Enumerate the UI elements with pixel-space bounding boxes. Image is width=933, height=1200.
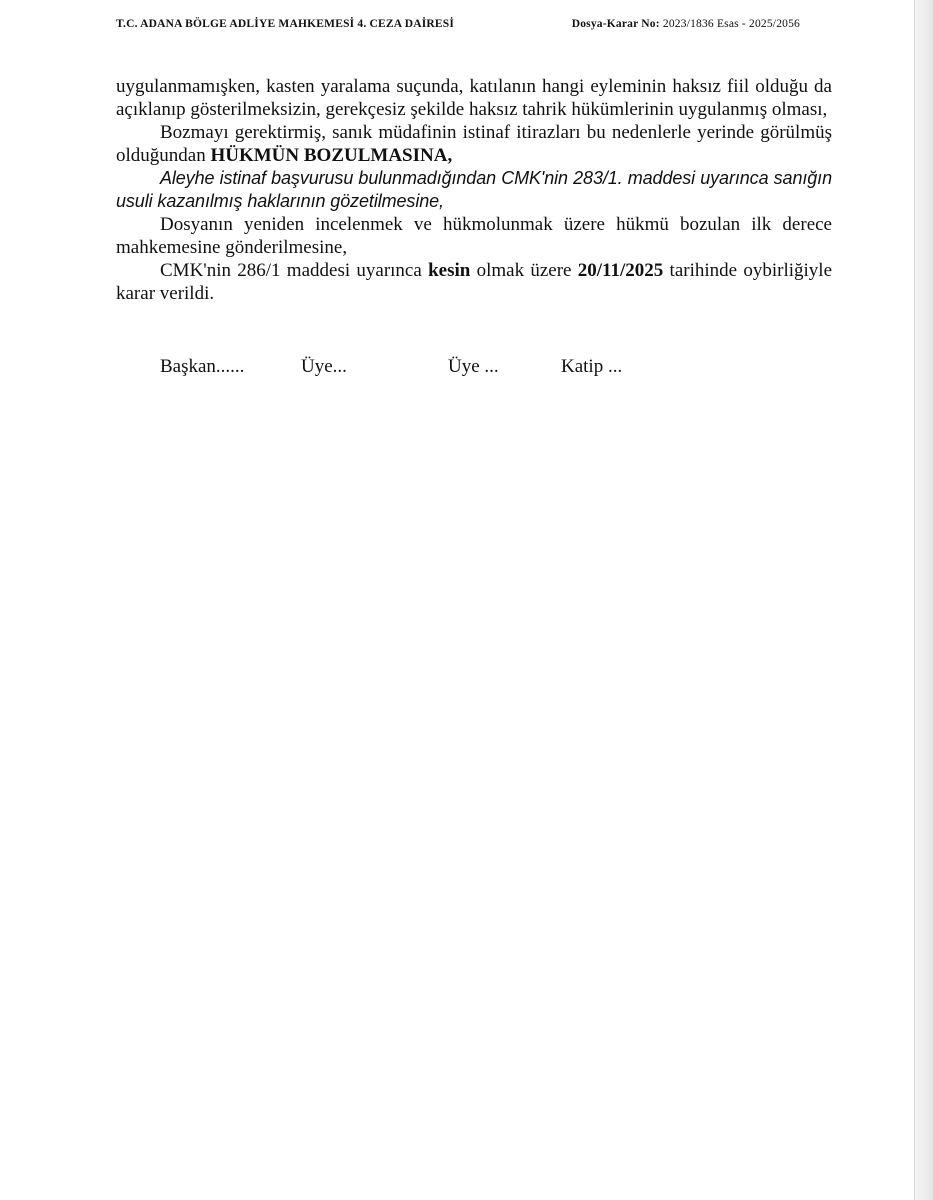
paragraph-5-text-a: CMK'nin 286/1 maddesi uyarınca bbox=[160, 260, 429, 281]
signature-katip: Katip ... bbox=[561, 356, 623, 377]
document-header bbox=[116, 18, 800, 36]
paragraph-4: Dosyanın yeniden incelenmek ve hükmolunmak üzere hükmü bozulan ilk derece mahkemesine gönderilmesine, bbox=[116, 214, 832, 258]
paragraph-5 bbox=[116, 259, 832, 305]
paragraph-2-bold: HÜKMÜN BOZULMASINA, bbox=[210, 145, 453, 166]
page-edge bbox=[914, 0, 933, 1200]
file-number bbox=[572, 18, 800, 30]
court-name: T.C. ADANA BÖLGE ADLİYE MAHKEMESİ 4. CEZA DAİRESİ bbox=[116, 18, 455, 30]
paragraph-3: Aleyhe istinaf başvurusu bulunmadığından CMK'nin 283/1. maddesi uyarınca sanığın usuli kazanılmış haklarının gözetilmesine, bbox=[116, 168, 832, 211]
paragraph-5-kesin: kesin bbox=[428, 260, 471, 281]
file-number-value: 2023/1836 Esas - 2025/2056 bbox=[662, 18, 800, 30]
file-number-label: Dosya-Karar No: bbox=[571, 18, 660, 30]
signature-block bbox=[160, 356, 680, 380]
signature-uye-1: Üye... bbox=[301, 356, 347, 377]
paragraph-1: uygulanmamışken, kasten yaralama suçunda, katılanın hangi eyleminin haksız fiil olduğu da açıklanıp gösterilmeksizin, gerekçesiz şekilde haksız tahrik hükümlerinin uygulanmış olması, bbox=[116, 76, 832, 120]
paragraph-2 bbox=[116, 121, 832, 167]
decision-text bbox=[116, 75, 832, 305]
paragraph-5-text-c: tarihinde oybirliğiyle karar verildi. bbox=[116, 260, 833, 304]
paragraph-5-date: 20/11/2025 bbox=[577, 260, 664, 281]
paragraph-2-text: Bozmayı gerektirmiş, sanık müdafinin istinaf itirazları bu nedenlerle yerinde görülmüş olduğundan bbox=[116, 122, 832, 166]
signature-uye-2: Üye ... bbox=[448, 356, 499, 377]
paragraph-5-text-b: olmak üzere bbox=[470, 260, 578, 281]
signature-baskan: Başkan...... bbox=[160, 356, 245, 377]
